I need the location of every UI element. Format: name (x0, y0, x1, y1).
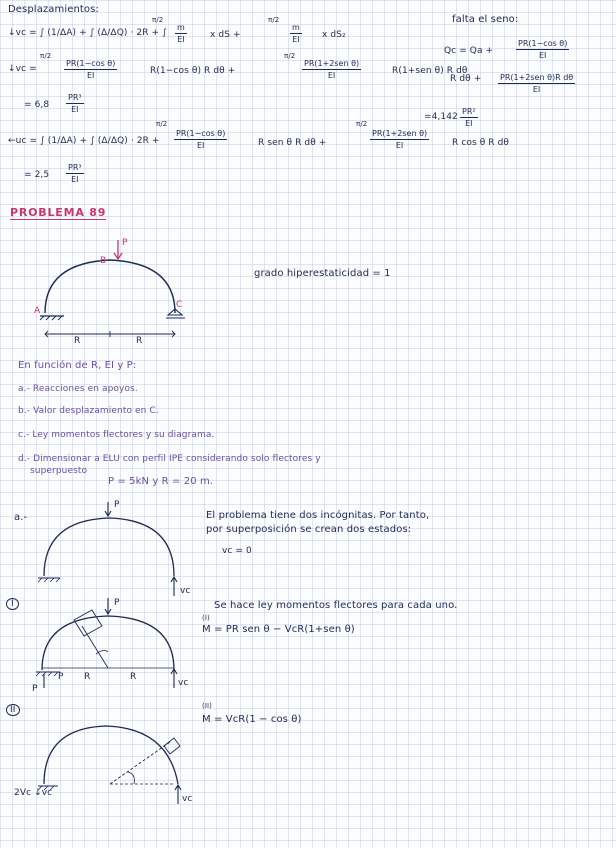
eq2-f2-den: EI (327, 71, 336, 80)
falta-seno-note: falta el seno: (452, 14, 519, 25)
side-f1-den: EI (538, 51, 547, 60)
side-eq-fraction-2 (498, 72, 575, 95)
eq4-fraction-1 (174, 128, 227, 151)
state-I-vc: vc (178, 678, 189, 688)
state-II-bottom-label: 2Vc ↓vc (14, 788, 53, 798)
eq4-f2-num: PR(1+2sen θ) (372, 129, 428, 138)
point-A-label: A (34, 306, 41, 316)
state-I-reaction-P: P (58, 672, 64, 682)
point-C-label: C (176, 300, 183, 310)
eq1-mid: x dS + (210, 30, 241, 40)
eq2-f2-num: PR(1+2sen θ) (304, 59, 360, 68)
part-a-load-P: P (114, 500, 120, 510)
state-II-sub: (II) (202, 702, 212, 710)
state-I-arch-diagram (30, 598, 200, 698)
span-R-left: R (74, 336, 81, 346)
state-II-label: II (6, 704, 20, 716)
problem-intro: En función de R, EI y P: (18, 360, 137, 371)
state-II-moment: M = VcR(1 − cos θ) (202, 714, 302, 725)
problem-item-a: a.- Reacciones en apoyos. (18, 384, 138, 394)
side-eq-result-fraction (460, 106, 478, 129)
span-R-right: R (136, 336, 143, 346)
eq4-f1-num: PR(1−cos θ) (176, 129, 226, 138)
state-I-text: Se hace ley momentos flectores para cada uno. (214, 600, 458, 611)
problem-title: PROBLEMA 89 (10, 206, 107, 219)
part-a-text-2: por superposición se crean dos estados: (206, 524, 412, 535)
eq2-fraction-1 (64, 58, 117, 81)
eq2-mid2: R(1+sen θ) R dθ (392, 66, 468, 76)
state-I-moment: M = PR sen θ − VcR(1+sen θ) (202, 624, 355, 635)
eq2-upper-limit-2: π/2 (284, 52, 296, 60)
state-I-bottom-P: P (32, 684, 38, 694)
side-r-num: PR² (462, 107, 476, 116)
eq1-end: x dS₂ (322, 30, 346, 40)
problem-item-b: b.- Valor desplazamiento en C. (18, 406, 159, 416)
part-a-arch-diagram (34, 500, 194, 600)
eq1-lhs: ↓vc = ∫ (1/ΔA) + ∫ (Δ/ΔQ) · 2R + ∫ (8, 28, 167, 38)
eq1-fraction-1 (175, 22, 187, 45)
eq1-f2-den: EI (292, 35, 300, 44)
eq4-upper-limit: π/2 (156, 120, 168, 128)
part-a-vc-label: vc (180, 586, 191, 596)
eq1-fraction-2 (290, 22, 302, 45)
desplazamientos-title: Desplazamientos: (8, 4, 99, 15)
eq1-f2-num: m (292, 23, 300, 32)
state-I-sub: (I) (202, 614, 210, 622)
eq5-den: EI (71, 175, 79, 184)
main-arch-diagram (30, 238, 210, 348)
eq4-fraction-2 (370, 128, 429, 151)
side-r-den: EI (465, 119, 473, 128)
problem-data: P = 5kN y R = 20 m. (108, 476, 214, 487)
eq3-num: PR³ (68, 93, 82, 102)
eq1-upper-limit: π/2 (152, 16, 164, 24)
problem-item-d-cont: superpuesto (30, 466, 88, 476)
point-B-label: B (100, 256, 107, 266)
state-I-load-P: P (114, 598, 120, 608)
grado-hiperestaticidad: grado hiperestaticidad = 1 (254, 268, 391, 279)
eq2-f1-den: EI (86, 71, 95, 80)
part-a-label: a.- (14, 512, 28, 523)
eq3-lhs: = 6,8 (24, 100, 50, 110)
eq5-lhs: = 2,5 (24, 170, 50, 180)
side-f1-num: PR(1−cos θ) (518, 39, 568, 48)
eq4-end: R cos θ R dθ (452, 138, 510, 148)
eq1-f1-num: m (177, 23, 185, 32)
side-eq-result: =4,142 (424, 112, 458, 122)
eq1-f1-den: EI (177, 35, 185, 44)
side-f2-num: PR(1+2sen θ)R dθ (500, 73, 574, 82)
eq4-f2-den: EI (395, 141, 404, 150)
state-II-vc: vc (182, 794, 193, 804)
side-eq-mid: R dθ + (450, 74, 482, 84)
eq4-mid: R sen θ R dθ + (258, 138, 327, 148)
side-eq-lhs: Qc = Qa + (444, 46, 494, 56)
load-P-label: P (122, 238, 128, 248)
eq5-fraction (66, 162, 84, 185)
eq3-fraction (66, 92, 84, 115)
eq4-f1-den: EI (196, 141, 205, 150)
part-a-text-1: El problema tiene dos incógnitas. Por tanto, (206, 510, 430, 521)
eq4-upper-limit-2: π/2 (356, 120, 368, 128)
problem-item-d: d.- Dimensionar a ELU con perfil IPE considerando solo flectores y (18, 454, 321, 464)
side-eq-fraction-1 (516, 38, 569, 61)
eq2-f1-num: PR(1−cos θ) (66, 59, 116, 68)
side-f2-den: EI (532, 85, 541, 94)
eq2-upper-limit: π/2 (40, 52, 52, 60)
eq1-upper-limit-2: π/2 (268, 16, 280, 24)
eq2-fraction-2 (302, 58, 361, 81)
state-I-label: I (6, 598, 19, 610)
part-a-vc-zero: vc = 0 (222, 546, 252, 556)
eq3-den: EI (71, 105, 79, 114)
state-I-R-right: R (130, 672, 137, 682)
eq2-mid1: R(1−cos θ) R dθ + (150, 66, 236, 76)
eq2-lhs: ↓vc = (8, 64, 37, 74)
state-I-R-left: R (84, 672, 91, 682)
problem-item-c: c.- Ley momentos flectores y su diagrama. (18, 430, 215, 440)
state-II-arch-diagram (34, 712, 194, 808)
eq5-num: PR³ (68, 163, 82, 172)
eq4-lhs: ←uc = ∫ (1/ΔA) + ∫ (Δ/ΔQ) · 2R + (8, 136, 160, 146)
